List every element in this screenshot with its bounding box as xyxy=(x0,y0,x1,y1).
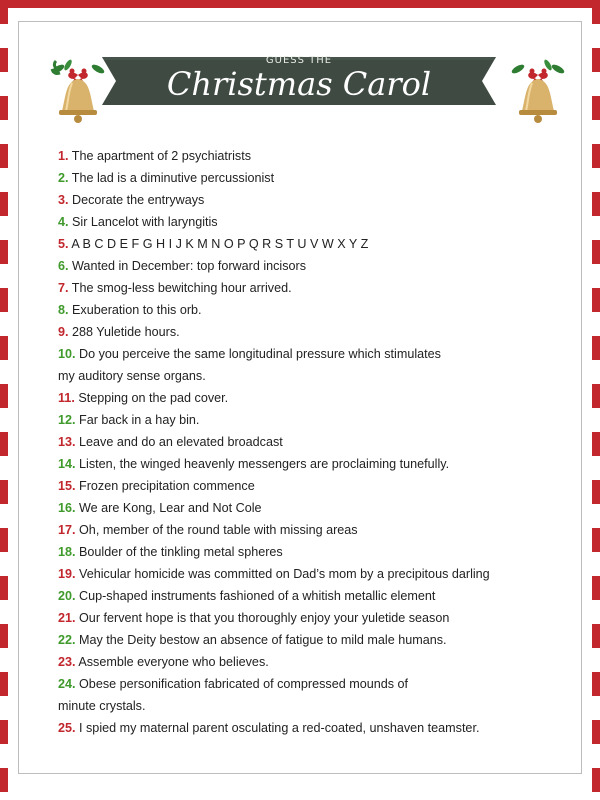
item-number: 14. xyxy=(58,457,76,471)
list-item xyxy=(58,321,578,343)
item-text: The lad is a diminutive percussionist xyxy=(71,171,275,185)
item-text: May the Deity bestow an absence of fatigue to mild male humans. xyxy=(79,633,447,647)
item-text: The apartment of 2 psychiatrists xyxy=(71,149,251,163)
list-item xyxy=(58,277,578,299)
item-number: 12. xyxy=(58,413,76,427)
item-number: 5. xyxy=(58,237,69,251)
list-item xyxy=(58,211,578,233)
list-item xyxy=(58,189,578,211)
item-number: 7. xyxy=(58,281,69,295)
list-item xyxy=(58,541,578,563)
item-text: Frozen precipitation commence xyxy=(79,479,255,493)
item-number: 8. xyxy=(58,303,69,317)
item-text: Sir Lancelot with laryngitis xyxy=(72,215,218,229)
item-text-continued: my auditory sense organs. xyxy=(58,369,206,383)
list-item xyxy=(58,673,578,717)
list-item xyxy=(58,343,578,387)
item-number: 6. xyxy=(58,259,69,273)
item-text: Far back in a hay bin. xyxy=(79,413,200,427)
list-item xyxy=(58,299,578,321)
item-number: 3. xyxy=(58,193,69,207)
item-text: Oh, member of the round table with missing areas xyxy=(79,523,358,537)
list-item xyxy=(58,431,578,453)
list-item xyxy=(58,145,578,167)
list-item xyxy=(58,607,578,629)
item-text: Leave and do an elevated broadcast xyxy=(79,435,283,449)
item-text: Vehicular homicide was committed on Dad’s mom by a precipitous darling xyxy=(79,567,490,581)
item-number: 22. xyxy=(58,633,76,647)
list-item xyxy=(58,475,578,497)
list-item xyxy=(58,563,578,585)
item-number: 4. xyxy=(58,215,69,229)
item-number: 17. xyxy=(58,523,76,537)
item-number: 19. xyxy=(58,567,76,581)
list-item xyxy=(58,387,578,409)
list-item xyxy=(58,255,578,277)
item-text: Boulder of the tinkling metal spheres xyxy=(79,545,283,559)
list-item xyxy=(58,519,578,541)
item-number: 18. xyxy=(58,545,76,559)
item-text: Listen, the winged heavenly messengers are proclaiming tunefully. xyxy=(79,457,450,471)
item-number: 20. xyxy=(58,589,76,603)
item-text: Our fervent hope is that you thoroughly enjoy your yuletide season xyxy=(79,611,450,625)
item-number: 13. xyxy=(58,435,76,449)
page-title: Christmas Carol xyxy=(166,65,432,103)
bell-with-holly-icon xyxy=(508,59,568,129)
item-text: We are Kong, Lear and Not Cole xyxy=(79,501,262,515)
item-text: Stepping on the pad cover. xyxy=(78,391,229,405)
item-text: Wanted in December: top forward incisors xyxy=(72,259,307,273)
list-item xyxy=(58,629,578,651)
list-item xyxy=(58,651,578,673)
item-text: The smog-less bewitching hour arrived. xyxy=(71,281,292,295)
item-number: 10. xyxy=(58,347,76,361)
banner-subtitle: GUESS THE xyxy=(265,55,333,66)
title-banner xyxy=(102,51,496,111)
item-number: 25. xyxy=(58,721,76,735)
item-number: 1. xyxy=(58,149,69,163)
item-text: Cup-shaped instruments fashioned of a whitish metallic element xyxy=(79,589,436,603)
item-number: 16. xyxy=(58,501,76,515)
carol-list xyxy=(58,145,578,739)
printable-sheet xyxy=(8,8,592,792)
item-text: Assemble everyone who believes. xyxy=(78,655,269,669)
list-item xyxy=(58,497,578,519)
item-number: 21. xyxy=(58,611,76,625)
item-text: I spied my maternal parent osculating a red-coated, unshaven teamster. xyxy=(79,721,480,735)
item-text: Decorate the entryways xyxy=(72,193,205,207)
list-item xyxy=(58,167,578,189)
list-item xyxy=(58,233,578,255)
item-number: 11. xyxy=(58,391,75,405)
item-text: Obese personification fabricated of compressed mounds of xyxy=(79,677,409,691)
item-number: 15. xyxy=(58,479,76,493)
list-item xyxy=(58,453,578,475)
list-item xyxy=(58,585,578,607)
item-text: Do you perceive the same longitudinal pressure which stimulates xyxy=(79,347,441,361)
item-text: 288 Yuletide hours. xyxy=(72,325,180,339)
item-text-continued: minute crystals. xyxy=(58,699,146,713)
item-number: 23. xyxy=(58,655,76,669)
item-text: A B C D E F G H I J K M N O P Q R S T U V W X Y Z xyxy=(71,237,369,251)
list-item xyxy=(58,717,578,739)
bell-with-holly-icon xyxy=(48,59,108,129)
item-number: 2. xyxy=(58,171,69,185)
list-item xyxy=(58,409,578,431)
item-number: 24. xyxy=(58,677,76,691)
item-text: Exuberation to this orb. xyxy=(72,303,202,317)
item-number: 9. xyxy=(58,325,69,339)
